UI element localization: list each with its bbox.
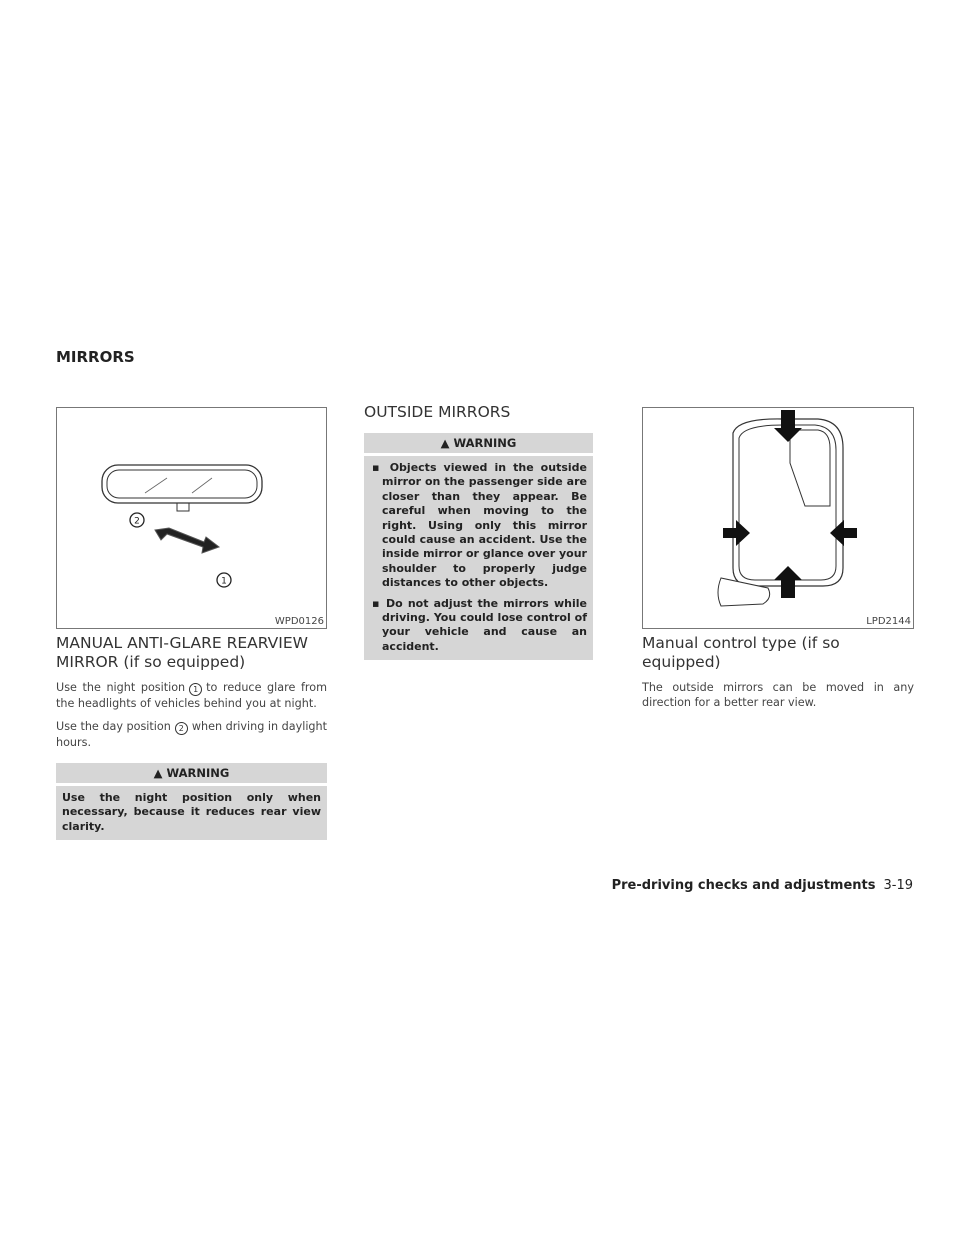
rearview-mirror-figure [56,407,327,629]
warning-text: Use the night position only when necessary, because it reduces rear view clarity. [62,791,321,833]
rearview-mirror-illustration [57,408,326,628]
outside-mirror-illustration [643,408,913,628]
callout-2: 2 [134,516,140,527]
figure-id: WPD0126 [274,616,324,627]
callout-2-icon: 2 [175,722,188,735]
outside-mirrors-heading: OUTSIDE MIRRORS [364,403,511,421]
day-position-text: Use the day position 2 when driving in daylight hours. [56,720,328,749]
night-position-text: Use the night position 1 to reduce glare from the headlights of vehicles behind you at night. [56,681,327,710]
figure-id: LPD2144 [866,616,911,627]
section-title: MIRRORS [56,348,135,366]
page-footer: Pre-driving checks and adjustments 3-19 [611,878,913,893]
warning-item: ▪ Do not adjust the mirrors while driving. You could lose control of your vehicle and cause an accident. [372,596,587,653]
rearview-heading: MANUAL ANTI-GLARE REARVIEW MIRROR (if so equipped) [56,634,308,671]
page-number: 3-19 [883,878,913,893]
warning-icon: ▲ [153,766,163,780]
manual-control-heading: Manual control type (if so equipped) [642,634,840,671]
callout-1-icon: 1 [189,683,202,696]
callout-1: 1 [221,576,227,587]
outside-mirror-figure [642,407,914,629]
manual-control-text: The outside mirrors can be moved in any direction for a better rear view. [642,681,914,709]
warning-item: ▪ Objects viewed in the outside mirror on the passenger side are closer than they appear. Be careful when moving to the right. Using only this mirror could cause an accident. Use the inside mirror or glance over your shoulder to properly judge distances to other objects. [372,461,587,590]
warning-icon: ▲ [440,436,450,450]
rearview-warning-box: ▲ WARNING Use the night position only when necessary, because it reduces rear view clarity. [56,763,327,840]
outside-mirrors-warning-box: ▲ WARNING ▪ Objects viewed in the outside mirror on the passenger side are closer than they appear. Be careful when moving to the right. Using only this mirror could cause an accident. Use the inside mirror or glance over your shoulder to properly judge distances to other objects. ▪ Do not adjust the mirrors while driving. You could lose control of your vehicle and cause an accident. [364,433,593,660]
